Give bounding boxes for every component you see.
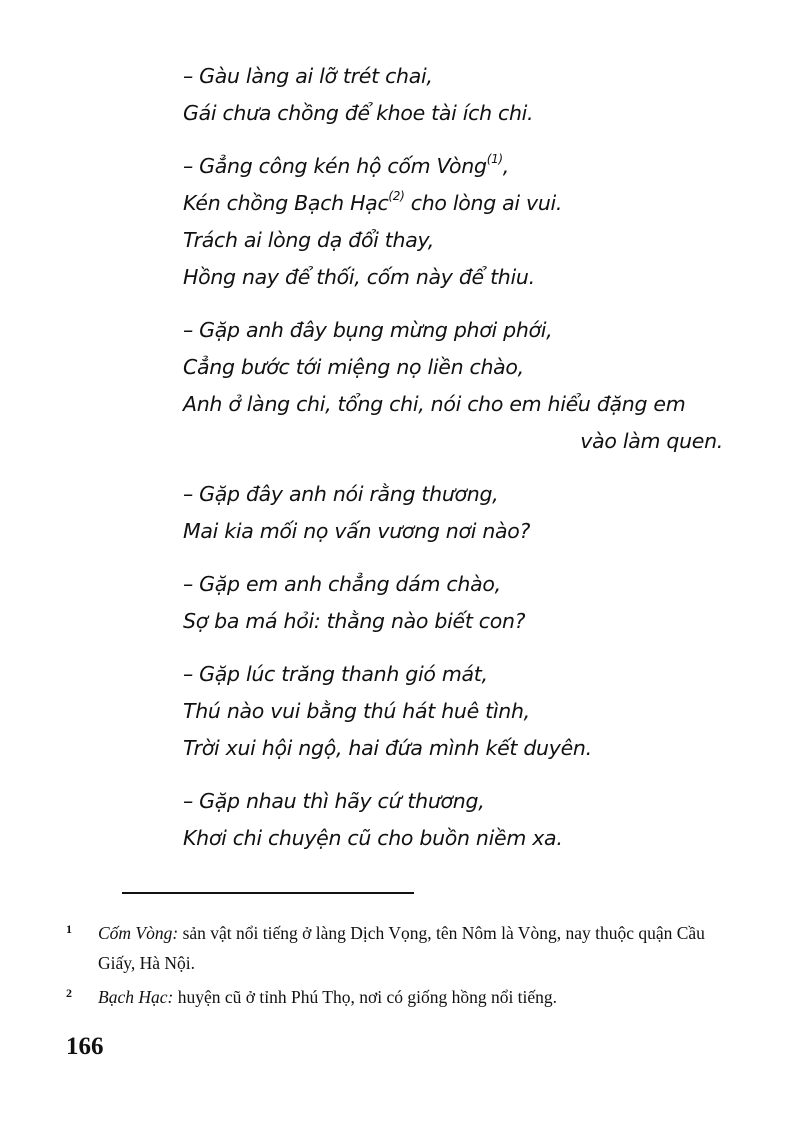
poem-line: – Gặp em anh chẳng dám chào, — [183, 572, 501, 596]
poem-line-text: Kén chồng Bạch Hạc — [183, 191, 389, 215]
stanza-7 — [183, 783, 743, 857]
stanza-4 — [183, 476, 743, 550]
poem-line: – Gặp anh đây bụng mừng phơi phới, — [183, 318, 553, 342]
poem — [183, 58, 743, 873]
poem-line-text: , — [502, 154, 510, 178]
poem-line-text: – Gẳng công kén hộ cốm Vòng — [183, 154, 487, 178]
poem-line: Anh ở làng chi, tổng chi, nói cho em hiểu đặng em — [183, 392, 686, 416]
poem-line: – Gàu làng ai lỡ trét chai, — [183, 64, 433, 88]
poem-line — [183, 185, 743, 222]
stanza-2 — [183, 148, 743, 296]
footnote-2 — [66, 982, 736, 1012]
footnote-divider — [122, 892, 414, 894]
footnote-ref-1: (1) — [486, 152, 503, 167]
poem-line: Trời xui hội ngộ, hai đứa mình kết duyên. — [183, 736, 592, 760]
poem-line: Khơi chi chuyện cũ cho buồn niềm xa. — [183, 826, 563, 850]
poem-line: Sợ ba má hỏi: thằng nào biết con? — [183, 609, 526, 633]
poem-line: Mai kia mối nọ vấn vương nơi nào? — [183, 519, 531, 543]
poem-line: – Gặp nhau thì hãy cứ thương, — [183, 789, 485, 813]
footnote-text: huyện cũ ở tỉnh Phú Thọ, nơi có giống hồng nổi tiếng. — [173, 987, 558, 1007]
poem-line: Thú nào vui bằng thú hát huê tình, — [183, 699, 530, 723]
footnote-number: 2 — [66, 986, 72, 1000]
footnote-text: sản vật nổi tiếng ở làng Dịch Vọng, tên Nôm là Vòng, nay thuộc quận Cầu Giấy, Hà Nội. — [98, 923, 705, 973]
stanza-6 — [183, 656, 743, 767]
poem-line-continuation: vào làm quen. — [580, 429, 723, 453]
footnote-term: Bạch Hạc: — [98, 987, 174, 1007]
poem-line: Trách ai lòng dạ đổi thay, — [183, 228, 434, 252]
poem-line: – Gặp đây anh nói rằng thương, — [183, 482, 499, 506]
poem-line: Cẳng bước tới miệng nọ liền chào, — [183, 355, 524, 379]
stanza-5 — [183, 566, 743, 640]
footnote-number: 1 — [66, 922, 72, 936]
footnote-1 — [66, 918, 736, 978]
poem-line: Hồng nay để thối, cốm này để thiu. — [183, 265, 535, 289]
poem-line — [183, 148, 743, 185]
poem-line: – Gặp lúc trăng thanh gió mát, — [183, 662, 488, 686]
footnote-term: Cốm Vòng: — [98, 923, 179, 943]
poem-line-text: cho lòng ai vui. — [404, 191, 563, 215]
stanza-1 — [183, 58, 743, 132]
page-number: 166 — [66, 1033, 104, 1060]
stanza-3 — [183, 312, 743, 460]
footnotes — [66, 918, 736, 1016]
footnote-ref-2: (2) — [388, 189, 405, 204]
poem-line: Gái chưa chồng để khoe tài ích chi. — [183, 101, 534, 125]
